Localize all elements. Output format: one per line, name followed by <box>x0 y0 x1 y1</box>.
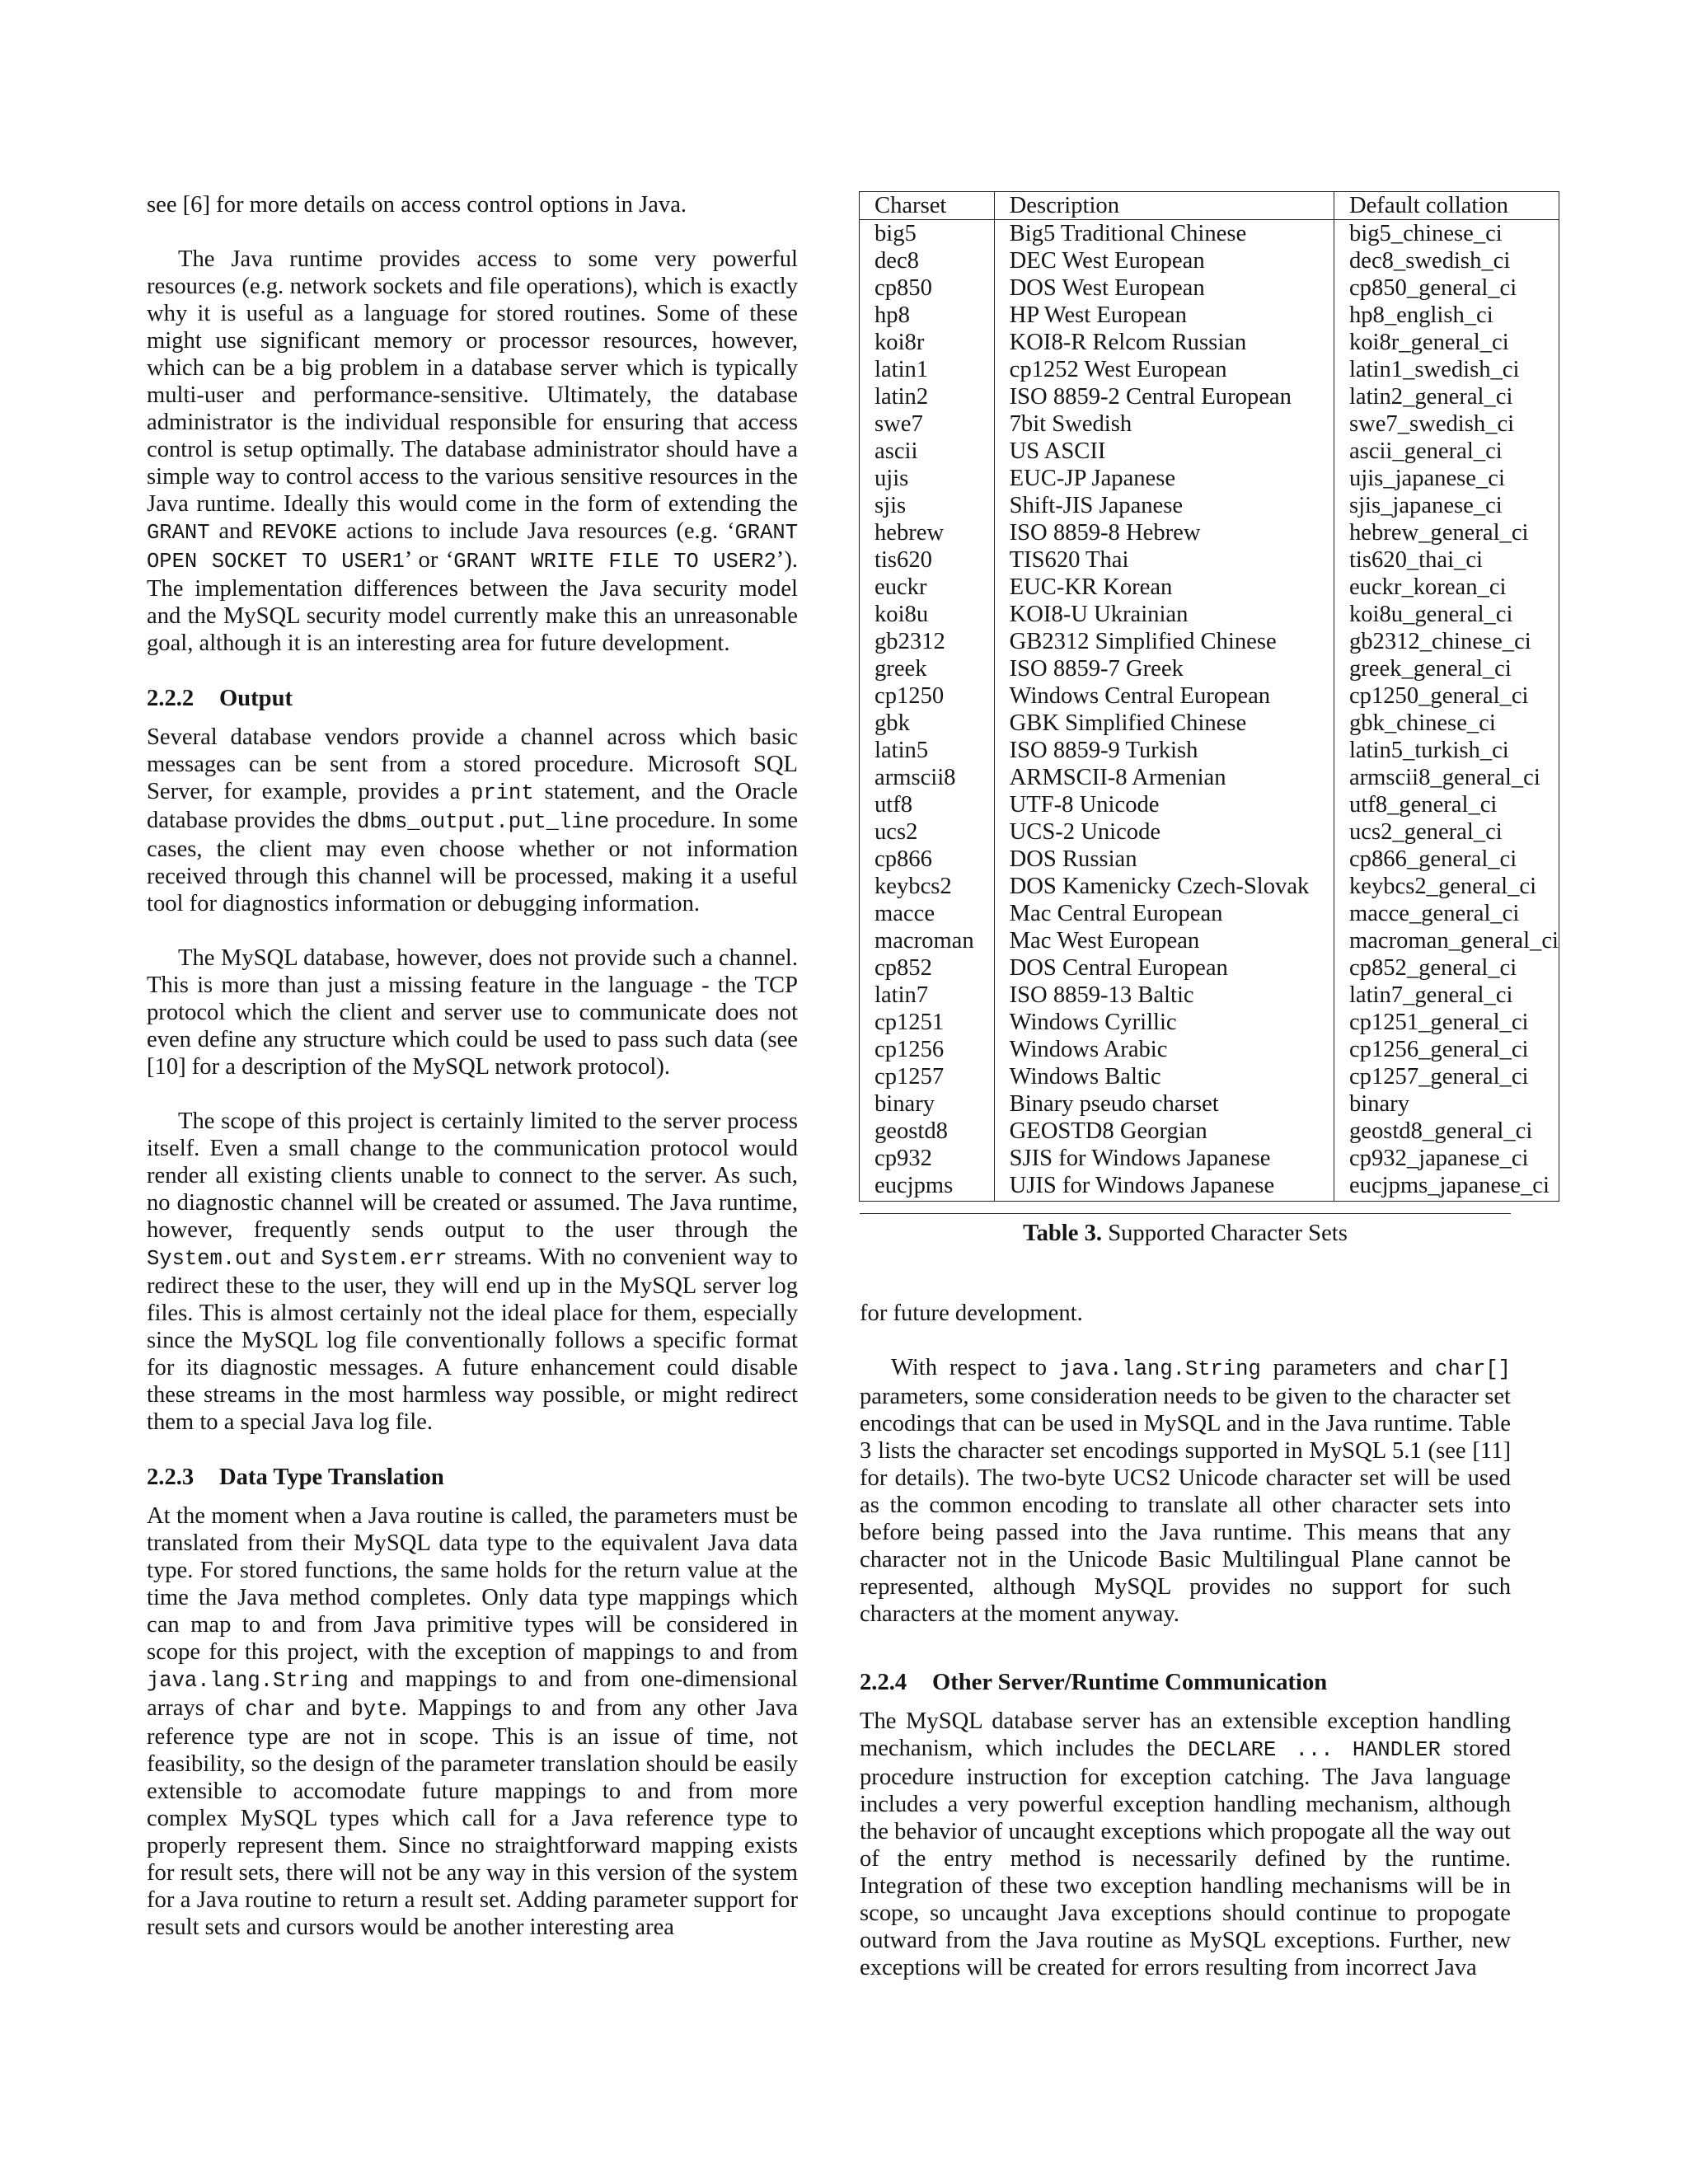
collation-cell: gb2312_chinese_ci <box>1334 628 1559 655</box>
scope-paragraph: The scope of this project is certainly limited to the server process itself. Even a small change to the communication protocol would render all existing clients unable to connect to the server. As such, no diagnostic channel will be created or assumed. The Java runtime, however, frequently sends output to the user through the System.out and System.err streams. With no convenient way to redirect these to the user, they will end up in the MySQL server log files. This is almost certainly not the ideal place for them, especially since the MySQL log file conventionally follows a specific format for its diagnostic messages. A future enhancement could disable these streams in the most harmless way possible, or might redirect them to a special Java log file. <box>147 1108 798 1435</box>
charset-cell: macce <box>860 900 995 927</box>
charset-cell: hp8 <box>860 302 995 329</box>
charset-cell: latin5 <box>860 737 995 764</box>
description-cell: ISO 8859-8 Hebrew <box>994 519 1334 546</box>
charset-cell: koi8r <box>860 329 995 356</box>
description-cell: Mac Central European <box>994 900 1334 927</box>
collation-cell: macce_general_ci <box>1334 900 1559 927</box>
table-row <box>860 1145 1559 1172</box>
table-row <box>860 764 1559 791</box>
table-header-row <box>860 192 1559 220</box>
charset-cell: koi8u <box>860 601 995 628</box>
table-bottom-rule <box>860 1213 1511 1214</box>
description-cell: ISO 8859-13 Baltic <box>994 982 1334 1009</box>
collation-cell: latin1_swedish_ci <box>1334 356 1559 383</box>
collation-cell: euckr_korean_ci <box>1334 574 1559 601</box>
table-row <box>860 1090 1559 1118</box>
table-caption: Table 3. Supported Character Sets <box>1023 1221 1348 1246</box>
description-cell: Shift-JIS Japanese <box>994 492 1334 519</box>
description-cell: GEOSTD8 Georgian <box>994 1118 1334 1145</box>
charset-cell: cp866 <box>860 846 995 873</box>
output-paragraph: Several database vendors provide a channel across which basic messages can be sent from a stored procedure. Microsoft SQL Server, for example, provides a print statement, and the Oracle database provides the dbms_output.put_line procedure. In some cases, the client may even choose whether or not information received through this channel will be processed, making it a useful tool for diagnostics information or debugging information. <box>147 724 799 916</box>
table-row <box>860 873 1559 900</box>
charset-cell: Charset <box>860 192 995 220</box>
description-cell: HP West European <box>994 302 1334 329</box>
table-row <box>860 546 1559 574</box>
charset-cell: macroman <box>860 927 995 954</box>
charset-cell: latin2 <box>860 383 995 410</box>
charset-cell: cp1250 <box>860 682 995 710</box>
description-cell: SJIS for Windows Japanese <box>994 1145 1334 1172</box>
table-row <box>860 927 1559 954</box>
collation-cell: ucs2_general_ci <box>1334 818 1559 846</box>
charset-cell: cp852 <box>860 954 995 982</box>
collation-cell: dec8_swedish_ci <box>1334 247 1559 274</box>
collation-cell: keybcs2_general_ci <box>1334 873 1559 900</box>
description-cell: ISO 8859-2 Central European <box>994 383 1334 410</box>
exception-paragraph: The MySQL database server has an extensible exception handling mechanism, which includes the DECLARE ... HANDLER stored procedure instruction for exception catching. The Java language includes a very powerful exception handling mechanism, although the behavior of uncaught exceptions which propogate all the way out of the entry method is necessarily defined by the runtime. Integration of these two exception handling mechanisms will be in scope, so uncaught Java exceptions should continue to propogate outward from the Java routine as MySQL exceptions. Further, new exceptions will be created for errors resulting from incorrect Java <box>860 1708 1512 1980</box>
collation-cell: ascii_general_ci <box>1334 438 1559 465</box>
description-cell: Binary pseudo charset <box>994 1090 1334 1118</box>
collation-cell: geostd8_general_ci <box>1334 1118 1559 1145</box>
charset-cell: armscii8 <box>860 764 995 791</box>
collation-cell: Default collation <box>1334 192 1559 220</box>
charset-cell: hebrew <box>860 519 995 546</box>
charset-cell: euckr <box>860 574 995 601</box>
section-heading-data-type-translation: 2.2.3 Data Type Translation <box>147 1465 444 1490</box>
table-row <box>860 682 1559 710</box>
collation-cell: cp1250_general_ci <box>1334 682 1559 710</box>
collation-cell: tis620_thai_ci <box>1334 546 1559 574</box>
description-cell: DOS Central European <box>994 954 1334 982</box>
table-row <box>860 356 1559 383</box>
collation-cell: hp8_english_ci <box>1334 302 1559 329</box>
collation-cell: cp932_japanese_ci <box>1334 1145 1559 1172</box>
description-cell: DOS Russian <box>994 846 1334 873</box>
collation-cell: cp1251_general_ci <box>1334 1009 1559 1036</box>
description-cell: EUC-KR Korean <box>994 574 1334 601</box>
collation-cell: binary <box>1334 1090 1559 1118</box>
description-cell: EUC-JP Japanese <box>994 465 1334 492</box>
description-cell: TIS620 Thai <box>994 546 1334 574</box>
continuation-paragraph: for future development. <box>860 1301 1083 1326</box>
charset-cell: eucjpms <box>860 1172 995 1202</box>
charset-cell: greek <box>860 655 995 682</box>
table-row <box>860 438 1559 465</box>
charset-table <box>859 191 1559 1202</box>
table-row <box>860 601 1559 628</box>
table-row <box>860 302 1559 329</box>
charset-cell: tis620 <box>860 546 995 574</box>
description-cell: DOS West European <box>994 274 1334 302</box>
collation-cell: koi8u_general_ci <box>1334 601 1559 628</box>
collation-cell: eucjpms_japanese_ci <box>1334 1172 1559 1202</box>
table-row <box>860 818 1559 846</box>
charset-cell: cp932 <box>860 1145 995 1172</box>
collation-cell: swe7_swedish_ci <box>1334 410 1559 438</box>
table-row <box>860 574 1559 601</box>
description-cell: ISO 8859-9 Turkish <box>994 737 1334 764</box>
description-cell: Windows Arabic <box>994 1036 1334 1063</box>
collation-cell: sjis_japanese_ci <box>1334 492 1559 519</box>
table-row <box>860 954 1559 982</box>
charset-cell: keybcs2 <box>860 873 995 900</box>
section-heading-server-runtime-communication: 2.2.4 Other Server/Runtime Communication <box>860 1670 1328 1695</box>
charset-cell: big5 <box>860 220 995 248</box>
translation-paragraph: At the moment when a Java routine is called, the parameters must be translated from their MySQL data type to the equivalent Java data type. For stored functions, the same holds for the return value at the time the Java method completes. Only data type mappings which can map to and from Java primitive types will be considered in scope for this project, with the exception of mappings to and from java.lang.String and mappings to and from one-dimensional arrays of char and byte. Mappings to and from any other Java reference type are not in scope. This is an issue of time, not feasibility, so the design of the parameter translation should be easily extensible to accomodate future mappings to and from more complex MySQL types which call for a Java reference type to properly represent them. Since no straightforward mapping exists for result sets, there will not be any way in this version of the system for a Java routine to return a result set. Adding parameter support for result sets and cursors would be another interesting area <box>147 1503 798 1940</box>
table-row <box>860 383 1559 410</box>
collation-cell: utf8_general_ci <box>1334 791 1559 818</box>
charset-cell: ujis <box>860 465 995 492</box>
right-column <box>860 191 1559 1981</box>
description-cell: DEC West European <box>994 247 1334 274</box>
collation-cell: gbk_chinese_ci <box>1334 710 1559 737</box>
table-row <box>860 737 1559 764</box>
table-row <box>860 710 1559 737</box>
description-cell: ARMSCII-8 Armenian <box>994 764 1334 791</box>
charset-cell: cp1251 <box>860 1009 995 1036</box>
description-cell: cp1252 West European <box>994 356 1334 383</box>
charset-cell: sjis <box>860 492 995 519</box>
description-cell: US ASCII <box>994 438 1334 465</box>
description-cell: ISO 8859-7 Greek <box>994 655 1334 682</box>
collation-cell: greek_general_ci <box>1334 655 1559 682</box>
charset-cell: gbk <box>860 710 995 737</box>
charset-cell: ascii <box>860 438 995 465</box>
table-row <box>860 492 1559 519</box>
collation-cell: armscii8_general_ci <box>1334 764 1559 791</box>
table-row <box>860 846 1559 873</box>
charset-cell: latin1 <box>860 356 995 383</box>
table-row <box>860 329 1559 356</box>
table-row <box>860 791 1559 818</box>
left-column <box>147 191 798 1941</box>
description-cell: UTF-8 Unicode <box>994 791 1334 818</box>
charset-cell: swe7 <box>860 410 995 438</box>
table-row <box>860 1036 1559 1063</box>
charset-cell: ucs2 <box>860 818 995 846</box>
collation-cell: cp852_general_ci <box>1334 954 1559 982</box>
collation-cell: macroman_general_ci <box>1334 927 1559 954</box>
mysql-channel-paragraph: The MySQL database, however, does not provide such a channel. This is more than just a missing feature in the language - the TCP protocol which the client and server use to communicate does not even define any structure which could be used to pass such data (see [10] for a description of the MySQL network protocol). <box>147 945 798 1080</box>
collation-cell: latin2_general_ci <box>1334 383 1559 410</box>
charset-cell: geostd8 <box>860 1118 995 1145</box>
charset-cell: cp1256 <box>860 1036 995 1063</box>
resources-paragraph: The Java runtime provides access to some very powerful resources (e.g. network sockets and file operations), which is exactly why it is useful as a language for stored routines. Some of these might use significant memory or processor resources, however, which can be a big problem in a database server which is typically multi-user and performance-sensitive. Ultimately, the database administrator is the individual responsible for ensuring that access control is setup optimally. The database administrator should have a simple way to control access to the various sensitive resources in the Java runtime. Ideally this would come in the form of extending the GRANT and REVOKE actions to include Java resources (e.g. ‘GRANT OPEN SOCKET TO USER1’ or ‘GRANT WRITE FILE TO USER2’). The implementation differences between the Java security model and the MySQL security model currently make this an unreasonable goal, although it is an interesting area for future development. <box>147 246 798 656</box>
description-cell: Big5 Traditional Chinese <box>994 220 1334 248</box>
description-cell: Windows Cyrillic <box>994 1009 1334 1036</box>
charset-cell: cp1257 <box>860 1063 995 1090</box>
collation-cell: cp1256_general_ci <box>1334 1036 1559 1063</box>
description-cell: Windows Central European <box>994 682 1334 710</box>
charset-cell: gb2312 <box>860 628 995 655</box>
description-cell: DOS Kamenicky Czech-Slovak <box>994 873 1334 900</box>
collation-cell: ujis_japanese_ci <box>1334 465 1559 492</box>
charset-cell: binary <box>860 1090 995 1118</box>
description-cell: KOI8-R Relcom Russian <box>994 329 1334 356</box>
collation-cell: hebrew_general_ci <box>1334 519 1559 546</box>
collation-cell: latin7_general_ci <box>1334 982 1559 1009</box>
intro-paragraph: see [6] for more details on access control options in Java. <box>147 192 687 218</box>
table-row <box>860 274 1559 302</box>
description-cell: KOI8-U Ukrainian <box>994 601 1334 628</box>
table-row <box>860 220 1559 248</box>
description-cell: Description <box>994 192 1334 220</box>
table-row <box>860 655 1559 682</box>
description-cell: UCS-2 Unicode <box>994 818 1334 846</box>
description-cell: Windows Baltic <box>994 1063 1334 1090</box>
description-cell: GBK Simplified Chinese <box>994 710 1334 737</box>
table-row <box>860 900 1559 927</box>
collation-cell: cp850_general_ci <box>1334 274 1559 302</box>
description-cell: Mac West European <box>994 927 1334 954</box>
description-cell: 7bit Swedish <box>994 410 1334 438</box>
collation-cell: cp1257_general_ci <box>1334 1063 1559 1090</box>
table-row <box>860 1009 1559 1036</box>
table-row <box>860 1118 1559 1145</box>
table-row <box>860 410 1559 438</box>
section-heading-output: 2.2.2 Output <box>147 686 293 711</box>
charset-cell: dec8 <box>860 247 995 274</box>
collation-cell: cp866_general_ci <box>1334 846 1559 873</box>
description-cell: UJIS for Windows Japanese <box>994 1172 1334 1202</box>
collation-cell: latin5_turkish_ci <box>1334 737 1559 764</box>
charset-cell: cp850 <box>860 274 995 302</box>
table-row <box>860 1063 1559 1090</box>
description-cell: GB2312 Simplified Chinese <box>994 628 1334 655</box>
table-row <box>860 628 1559 655</box>
collation-cell: big5_chinese_ci <box>1334 220 1559 248</box>
table-row <box>860 1172 1559 1202</box>
charset-cell: utf8 <box>860 791 995 818</box>
collation-cell: koi8r_general_ci <box>1334 329 1559 356</box>
string-params-paragraph: With respect to java.lang.String parameters and char[] parameters, some consideration needs to be given to the character set encodings that can be used in MySQL and in the Java runtime. Table 3 lists the character set encodings supported in MySQL 5.1 (see [11] for details). The two-byte UCS2 Unicode character set will be used as the common encoding to translate all other character sets into before being passed into the Java runtime. This means that any character not in the Unicode Basic Multilingual Plane cannot be represented, although MySQL provides no support for such characters at the moment anyway. <box>860 1355 1511 1627</box>
table-row <box>860 982 1559 1009</box>
table-row <box>860 465 1559 492</box>
table-row <box>860 519 1559 546</box>
charset-table-wrapper <box>859 191 1559 1202</box>
table-row <box>860 247 1559 274</box>
charset-cell: latin7 <box>860 982 995 1009</box>
